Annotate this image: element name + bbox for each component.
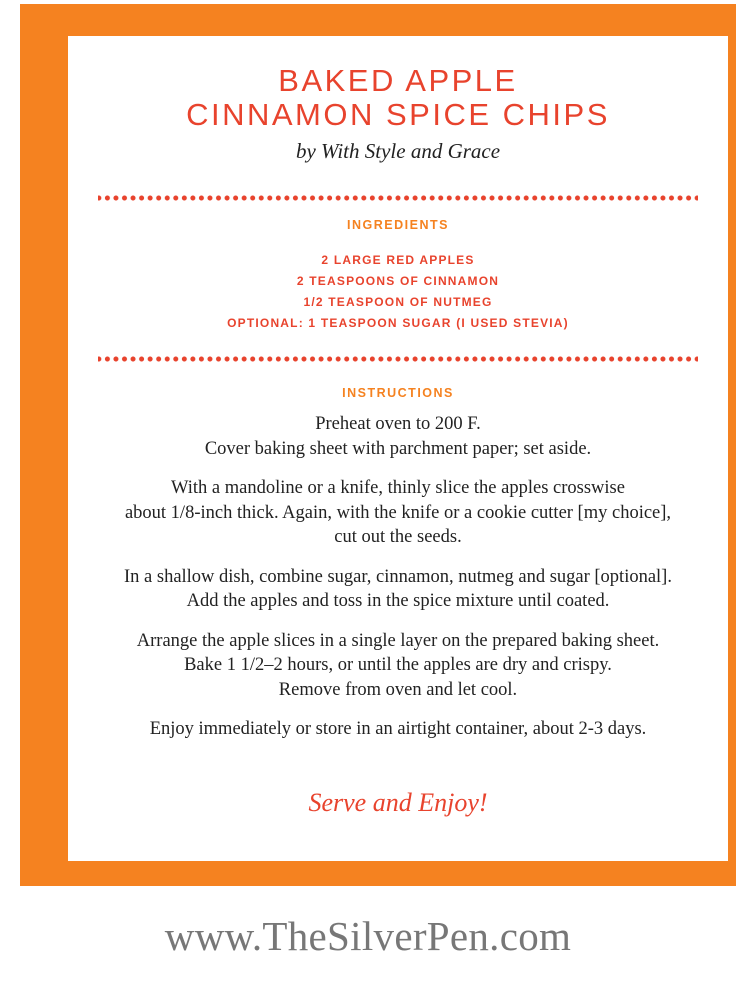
instruction-step-1 — [68, 412, 728, 461]
ingredient-item: 2 LARGE RED APPLES — [321, 253, 475, 267]
ingredient-item: 2 TEASPOONS OF CINNAMON — [296, 274, 500, 288]
closing-line: Serve and Enjoy! — [308, 788, 488, 817]
ingredient-item: 1/2 TEASPOON OF NUTMEG — [303, 295, 493, 309]
instruction-line: Remove from oven and let cool. — [278, 679, 518, 700]
instruction-step-4 — [68, 629, 728, 703]
instructions-body — [68, 412, 728, 757]
recipe-title-line-1: BAKED APPLE — [278, 63, 518, 98]
recipe-card-frame — [20, 4, 736, 886]
instruction-line: Bake 1 1/2–2 hours, or until the apples are dry and crispy. — [184, 655, 612, 675]
instruction-step-3 — [68, 565, 728, 614]
instruction-step-2 — [68, 476, 728, 550]
dotted-divider-top — [98, 195, 698, 201]
instruction-line: In a shallow dish, combine sugar, cinnamon, nutmeg and sugar [optional]. — [124, 566, 672, 587]
ingredient-item: OPTIONAL: 1 TEASPOON SUGAR (I USED STEVIA) — [227, 316, 569, 330]
dotted-divider-bottom — [98, 356, 698, 362]
instruction-line: cut out the seeds. — [334, 527, 462, 547]
website-footer: www.TheSilverPen.com — [164, 913, 572, 959]
instruction-step-5 — [68, 717, 728, 742]
instruction-line: Add the apples and toss in the spice mixture until coated. — [186, 591, 610, 611]
instruction-line: Arrange the apple slices in a single layer on the prepared baking sheet. — [136, 630, 660, 651]
instruction-line: Enjoy immediately or store in an airtight container, about 2-3 days. — [149, 719, 647, 739]
recipe-byline: by With Style and Grace — [295, 139, 501, 163]
ingredients-heading: INGREDIENTS — [347, 218, 449, 232]
instruction-line: Cover baking sheet with parchment paper; set aside. — [204, 438, 592, 459]
instruction-line: Preheat oven to 200 F. — [315, 414, 481, 434]
ingredients-list — [68, 250, 728, 334]
recipe-title-line-2: CINNAMON SPICE CHIPS — [186, 97, 610, 132]
recipe-title — [68, 64, 728, 132]
recipe-card — [68, 36, 728, 861]
instruction-line: With a mandoline or a knife, thinly slice the apples crosswise — [171, 478, 625, 498]
instructions-heading: INSTRUCTIONS — [342, 386, 454, 400]
instruction-line: about 1/8-inch thick. Again, with the knife or a cookie cutter [my choice], — [124, 502, 672, 523]
